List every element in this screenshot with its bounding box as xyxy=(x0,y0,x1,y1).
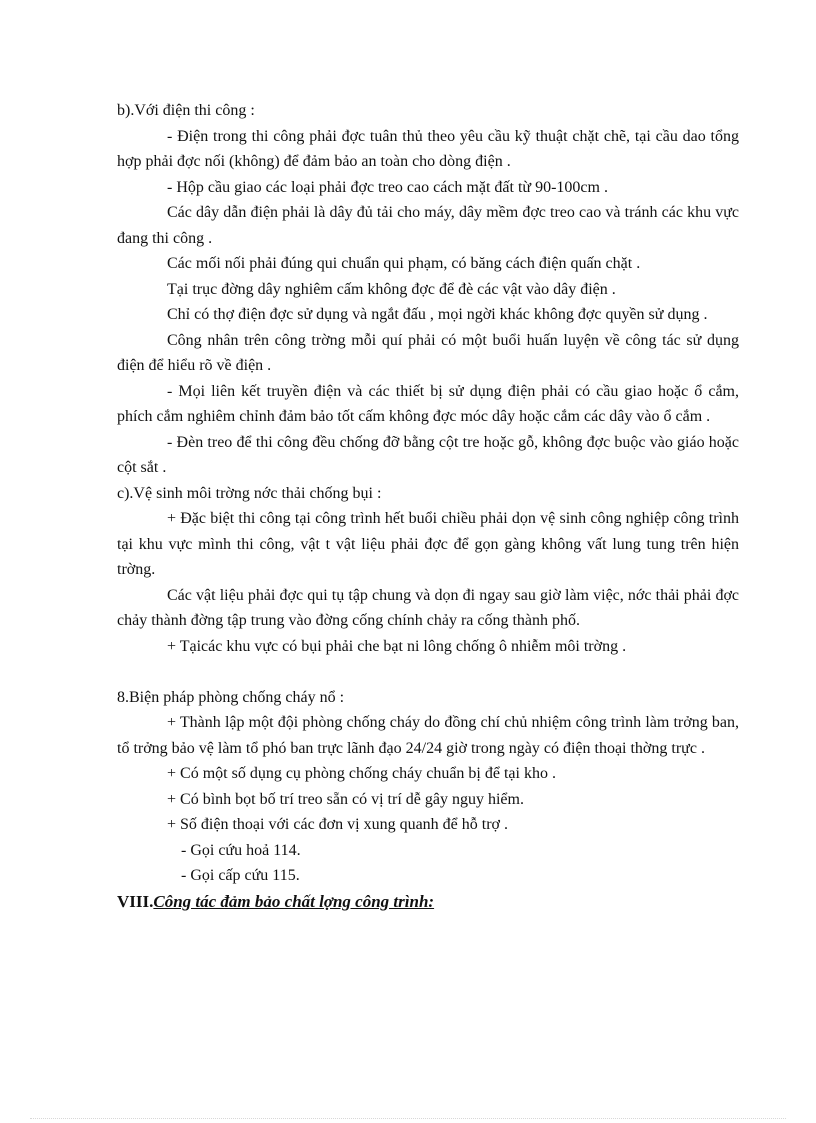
section-8-paragraph-2: + Có một số dụng cụ phòng chống cháy chuẩn bị để tại kho . xyxy=(167,765,556,782)
section-b-paragraph-5: Tại trục đờng dây nghiêm cấm không đợc để đè các vật vào dây điện . xyxy=(167,280,616,298)
section-b-paragraph-4: Các mối nối phải đúng qui chuẩn qui phạm, có băng cách điện quấn chặt . xyxy=(167,255,641,272)
section-VIII-title: Công tác đảm bảo chất lợng công trình: xyxy=(153,891,435,911)
section-VIII-prefix: VIII. xyxy=(117,891,154,911)
section-b-paragraph-6: Chỉ có thợ điện đợc sử dụng và ngắt đấu , mọi ngời khác không đợc quyền sử dụng . xyxy=(167,306,708,323)
section-b-paragraph-7: Công nhân trên công trờng mỗi quí phải có một buổi huấn luyện về công tác sử dụng điện để hiểu rõ về điện . xyxy=(117,331,739,374)
section-b-paragraph-3: Các dây dẫn điện phải là dây đủ tải cho máy, dây mềm đợc treo cao và tránh các khu vực đang thi công . xyxy=(117,204,739,247)
section-b-heading: b).Với điện thi công : xyxy=(117,102,255,119)
section-b-paragraph-9: - Đèn treo để thi công đều chống đỡ bằng cột tre hoặc gỗ, không đợc buộc vào giáo hoặc cột sắt . xyxy=(117,433,739,476)
page-bottom-border xyxy=(30,1118,786,1119)
section-8-paragraph-6: - Gọi cấp cứu 115. xyxy=(181,867,300,884)
section-c-paragraph-1: + Đặc biệt thi công tại công trình hết buổi chiều phải dọn vệ sinh công nghiệp công trình tại khu vực mình thi công, vật t vật liệu phải đợc để gọn gàng không vất lung tung trên hiện trờng. xyxy=(117,510,739,578)
section-c-paragraph-2: Các vật liệu phải đợc qui tụ tập chung và dọn đi ngay sau giờ làm việc, nớc thải phải đợc chảy thành đờng tập trung vào đờng cống chính chảy ra cống thành phố. xyxy=(117,586,739,629)
section-8-paragraph-1: + Thành lập một đội phòng chống cháy do đồng chí chủ nhiệm công trình làm trởng ban, tổ trởng bảo vệ làm tổ phó ban trực lãnh đạo 24/24 giờ trong ngày có điện thoại thờng trực . xyxy=(117,714,739,757)
section-b-paragraph-8: - Mọi liên kết truyền điện và các thiết bị sử dụng điện phải có cầu giao hoặc ổ cắm, phích cắm nghiêm chỉnh đảm bảo tốt cấm không đợc móc dây hoặc cắm các dây vào ổ cắm . xyxy=(117,382,739,425)
blank-line xyxy=(117,659,739,685)
document-page xyxy=(117,98,739,914)
section-8-heading: 8.Biện pháp phòng chống cháy nổ : xyxy=(117,688,345,706)
section-8-paragraph-3: + Có bình bọt bố trí treo sẵn có vị trí dễ gây nguy hiểm. xyxy=(167,790,524,808)
section-b-paragraph-2: - Hộp cầu giao các loại phải đợc treo cao cách mặt đất từ 90-100cm . xyxy=(167,178,608,196)
section-c-heading: c).Vệ sinh môi trờng nớc thải chống bụi : xyxy=(117,484,382,502)
section-c-paragraph-3: + Tạicác khu vực có bụi phải che bạt ni lông chống ô nhiễm môi trờng . xyxy=(167,637,627,655)
section-8-paragraph-5: - Gọi cứu hoả 114. xyxy=(181,841,301,859)
section-b-paragraph-1: - Điện trong thi công phải đợc tuân thủ theo yêu cầu kỹ thuật chặt chẽ, tại cầu dao tổng hợp phải đợc nối (không) để đảm bảo an toàn cho dòng điện . xyxy=(117,127,739,170)
section-VIII-heading xyxy=(117,889,739,915)
section-8-paragraph-4: + Số điện thoại với các đơn vị xung quanh để hỗ trợ . xyxy=(167,816,509,833)
